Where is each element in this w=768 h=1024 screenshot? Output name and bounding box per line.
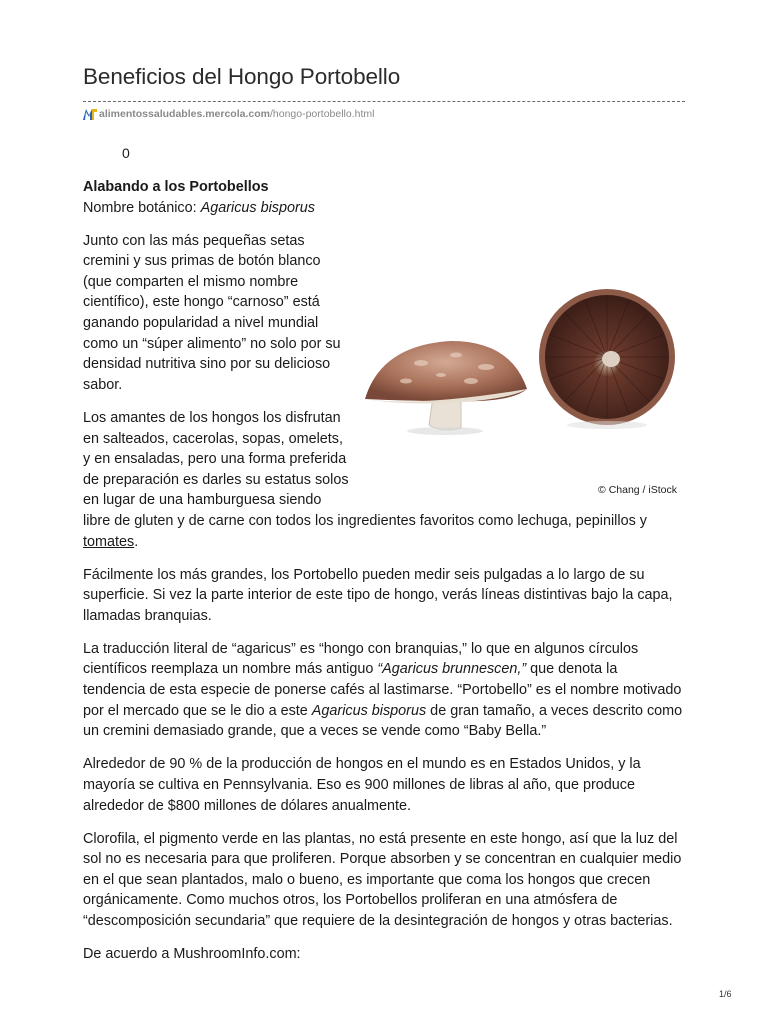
paragraph-4-e: de gran tamaño, a veces descrito como un cremini demasiado grande, que a veces se vende como “Baby Bella.” — [83, 702, 683, 740]
image-credit: © Chang / iStock — [598, 484, 677, 497]
page-number: 1/6 — [719, 989, 732, 999]
paragraph-7: De acuerdo a MushroomInfo.com: — [83, 946, 301, 963]
botanical-label: Nombre botánico: — [83, 199, 201, 216]
tomates-link[interactable]: tomates — [83, 533, 135, 550]
mercola-logo-icon — [83, 109, 97, 120]
paragraph-4-d: Agaricus bisporus — [311, 702, 427, 719]
title-divider — [83, 101, 685, 102]
share-count: 0 — [122, 145, 130, 161]
paragraph-6: Clorofila, el pigmento verde en las plantas, no está presente en este hongo, así que la luz del sol no es necesaria para que proliferen. Porque absorben y se concentran en cualquier medio en el que sean plantados, malo o bueno, es importante que coma los hongos que crecen orgánicamente. Como muchos otros, los Portobellos proliferan en una atmósfera de “descomposición secundaria” que requiere de la desintegración de hongos y otras bacterias. — [83, 830, 682, 929]
paragraph-5: Alrededor de 90 % de la producción de hongos en el mundo es en Estados Unidos, y la mayoría se cultiva en Pennsylvania. Eso es 900 millones de libras al año, que produce alrededor de $800 millones de dólares anualmente. — [83, 756, 641, 814]
paragraph-2-text: Los amantes de los hongos los disfrutan en salteados, cacerolas, sopas, omelets, y en ensaladas, pero una forma preferida de preparación es darles su estatus solos en lugar de una hamburguesa siendo libre de gluten y de carne con todos los ingredientes favoritos como lechuga, pepinillos y — [83, 409, 647, 529]
paragraph-2-end: . — [134, 533, 139, 550]
source-path: /hongo-portobello.html — [269, 108, 375, 120]
source-link[interactable] — [83, 107, 374, 121]
paragraph-4-b: “Agaricus brunnescen,” — [377, 661, 527, 678]
paragraph-4 — [83, 639, 683, 742]
paragraph-4-c: que denota la tendencia de esta especie de ponerse cafés al lastimarse. “Portobello” es el nombre motivado por el mercado que se le dio a este — [83, 661, 682, 719]
mushroom-illustration — [361, 285, 683, 485]
paragraph-1: Junto con las más pequeñas setas cremini y sus primas de botón blanco (que comparten el mismo nombre científico), este hongo “carnoso” está ganando popularidad a nivel mundial como un “súper alimento” no solo por su densidad nutritiva sino por su delicioso sabor. — [83, 232, 341, 393]
botanical-name: Agaricus bisporus — [200, 199, 315, 216]
paragraph-3: Fácilmente los más grandes, los Portobello pueden medir seis pulgadas a lo largo de su superficie. Si vez la parte interior de este tipo de hongo, verás líneas distintivas bajo la capa, llamadas branquias. — [83, 566, 673, 624]
paragraph-4-a: La traducción literal de “agaricus” es “hongo con branquias,” lo que en algunos círculos científicos reemplaza un nombre más antiguo — [83, 640, 639, 678]
section-heading: Alabando a los Portobellos — [83, 179, 269, 195]
section-header — [83, 177, 683, 218]
page-title: Beneficios del Hongo Portobello — [83, 64, 401, 89]
article-body — [83, 177, 683, 977]
source-domain: alimentossaludables.mercola.com — [99, 108, 270, 120]
portobello-image — [361, 285, 683, 501]
